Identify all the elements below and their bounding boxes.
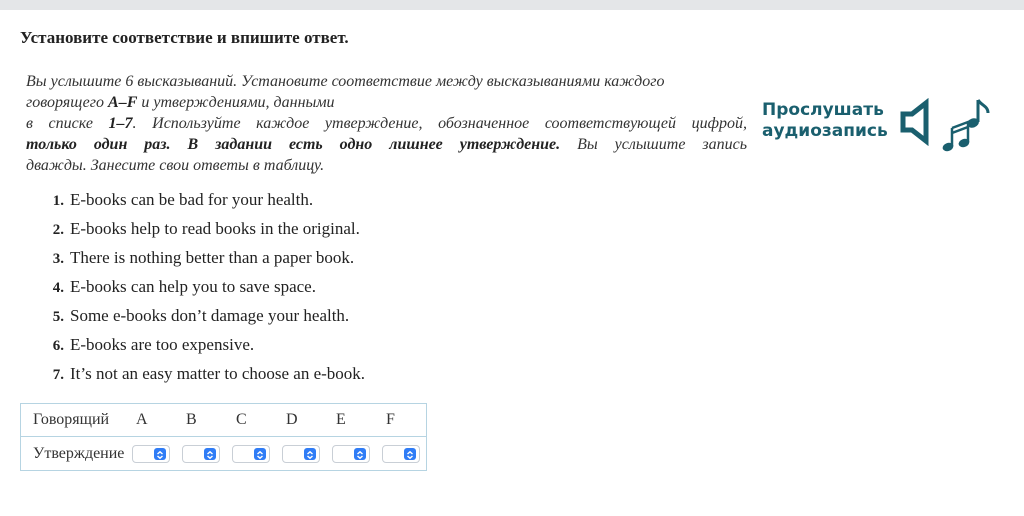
speaker-letter: F [376,404,427,437]
list-item: 3. There is nothing better than a paper book. [52,248,355,267]
instruction-line: в списке 1–7. Используйте каждое утверждение, обозначенное соответствующей цифрой, [26,115,747,132]
list-item: 4. E-books can help you to save space. [52,277,316,296]
instruction-line: только один раз. В задании есть одно лишнее утверждение. Вы услышите запись [26,136,748,153]
task-instructions [26,71,747,176]
speaker-letter: D [276,404,326,437]
music-note-icon [942,96,992,152]
top-bar [0,0,1024,10]
answer-select-a[interactable] [132,445,170,463]
speaker-icon [899,98,939,146]
answer-select-f[interactable] [382,445,420,463]
instruction-line: Вы услышите 6 высказываний. Установите соответствие между высказываниями каждого [26,73,665,90]
task-title: Установите соответствие и впишите ответ. [20,28,349,47]
play-audio-label: Прослушать аудиозапись [762,100,888,141]
statement-row-label: Утверждение [33,444,125,462]
speaker-row-label: Говорящий [21,404,127,437]
list-item: 7. It’s not an easy matter to choose an e-book. [52,364,366,383]
answer-select-c[interactable] [232,445,270,463]
answer-select-d[interactable] [282,445,320,463]
instruction-line: дважды. Занесите свои ответы в таблицу. [26,157,325,174]
list-item: 2. E-books help to read books in the original. [52,219,360,238]
play-audio-button[interactable] [762,96,994,156]
speaker-row [21,404,427,437]
list-item: 5. Some e-books don’t damage your health. [52,306,350,325]
chevron-updown-icon [304,448,316,460]
list-item: 1. E-books can be bad for your health. [52,190,314,209]
chevron-updown-icon [204,448,216,460]
statement-row [21,437,427,471]
statements-list [26,188,365,391]
chevron-updown-icon [154,448,166,460]
speaker-letter: B [176,404,226,437]
answer-select-b[interactable] [182,445,220,463]
speaker-letter: C [226,404,276,437]
chevron-updown-icon [254,448,266,460]
chevron-updown-icon [404,448,416,460]
speaker-letter: E [326,404,376,437]
list-item: 6. E-books are too expensive. [52,335,255,354]
speaker-letter: A [126,404,176,437]
answer-select-e[interactable] [332,445,370,463]
answer-table [20,403,427,471]
chevron-updown-icon [354,448,366,460]
instruction-line: говорящего A–F и утверждениями, данными [26,94,335,111]
